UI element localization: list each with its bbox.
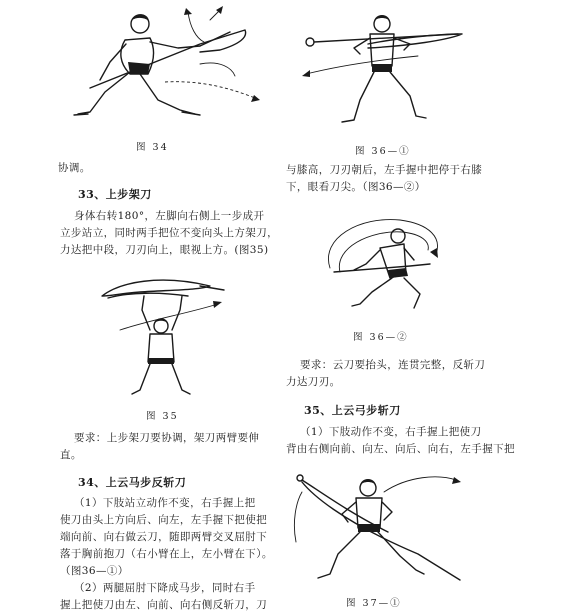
- figure-36-1-illustration: [298, 4, 468, 134]
- figure-36-2-illustration: [310, 208, 450, 316]
- carry-over-text: 协调。: [58, 162, 91, 174]
- requirement-34-line-1: 要求：云刀要抬头，连贯完整，反斩刀: [300, 359, 486, 371]
- figure-37-caption: 图 37—①: [346, 598, 402, 609]
- section-34-line-2: 使刀由头上方向后、向左，左手握下把使把: [60, 514, 268, 526]
- figure-35-illustration: [100, 268, 230, 398]
- section-34-line-4: 落于胸前抱刀（右小臂在上，左小臂在下）。: [60, 548, 273, 560]
- section-34-line-3: 端向前、向右做云刀，随即两臂交叉屈肘下: [60, 531, 268, 543]
- section-33-heading: 33、上步架刀: [78, 188, 152, 201]
- section-33-line-1: 身体右转180°，左脚向右侧上一步成开: [74, 210, 265, 222]
- figure-35-caption: 图 35: [146, 411, 179, 422]
- section-34-heading: 34、上云马步反斩刀: [78, 476, 187, 489]
- section-34-line-1: （1）下肢站立动作不变，右手握上把: [74, 497, 256, 509]
- figure-36-2-caption: 图 36—②: [353, 332, 409, 343]
- requirement-33-line-2: 直。: [60, 449, 82, 461]
- figure-34-caption: 图 34: [136, 142, 169, 153]
- continued-line-1: 与膝高，刀刃朝后，左手握中把停于右膝: [286, 164, 483, 176]
- figure-36-1-caption: 图 36—①: [355, 146, 411, 157]
- section-33-line-2: 立步站立，同时两手把位不变向头上方架刀，: [60, 227, 278, 239]
- continued-line-2: 下，眼看刀尖。（图36—②）: [286, 181, 426, 193]
- section-34-line-5: （图36—①）: [60, 565, 129, 577]
- figure-34-illustration: [70, 2, 280, 130]
- requirement-33-line-1: 要求：上步架刀要协调，架刀两臂要伸: [74, 432, 260, 444]
- section-33-line-3: 力达把中段，刀刃向上，眼视上方。(图35): [60, 244, 269, 256]
- section-35-heading: 35、上云弓步斩刀: [304, 404, 401, 417]
- section-34-line-6: （2）两腿屈肘下降成马步，同时右手: [74, 582, 256, 594]
- requirement-34-line-2: 力达刀刃。: [286, 376, 341, 388]
- figure-37-illustration: [288, 462, 468, 586]
- section-35-line-2: 背由右侧向前、向左、向后、向右，左手握下把: [286, 443, 515, 455]
- section-34-line-7: 握上把使刀由左、向前、向右侧反斩刀，刀: [60, 599, 268, 611]
- section-35-line-1: （1）下肢动作不变，右手握上把使刀: [300, 426, 482, 438]
